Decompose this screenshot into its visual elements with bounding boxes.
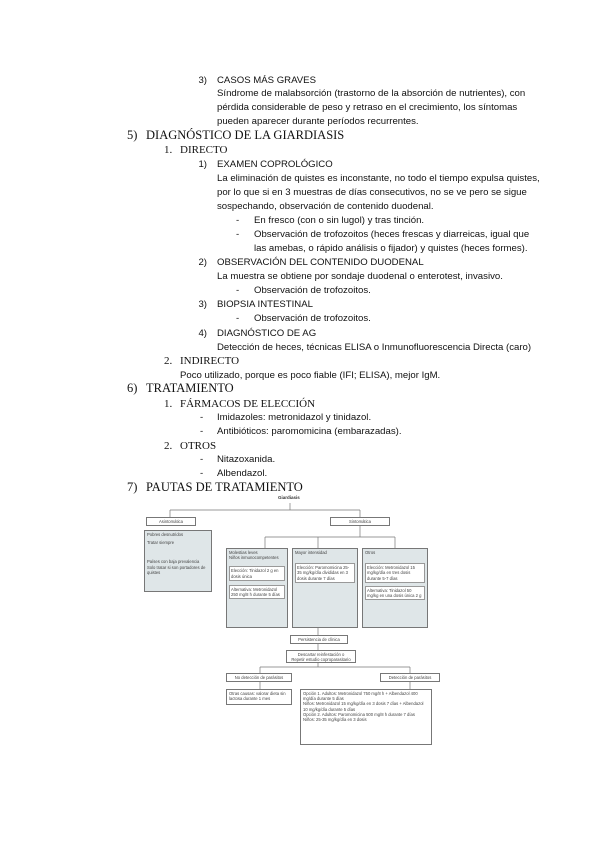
ag-line: Detección de heces, técnicas ELISA o Inmunofluorescencia Directa (caro): [217, 342, 532, 353]
duodenal-line: La muestra se obtiene por sondaje duodenal o enterotest, invasivo.: [217, 271, 503, 282]
flow-root: Giardiasis: [278, 495, 300, 500]
examen-bullet: En fresco (con o sin lugol) y tras tinción.: [254, 215, 425, 226]
flow-col3-b: Alternativa: Tinidazol 50 mg/kg en una dosis única 2 g: [365, 586, 425, 600]
flow-det-result: Opción 1. Adultos: Metronidazol 750 mg/8 h + Albendazol 400 mg/día durante 5 días Niños: Metronidazol 15 mg/kg/día en 3 dosis 7 días + Albendazol 10 mg/kg/día durante 5 días Opción 2. Adultos: Paromomicina 500 mg/8 h durante 7 días Niños: 25-35 mg/kg/día en 3 dosis: [300, 689, 432, 745]
farmacos-item: Imidazoles: metronidazol y tinidazol.: [217, 412, 372, 423]
otros-item: Nitazoxanida.: [217, 454, 276, 465]
examen-bullet-cont: las amebas, o rápido análisis o fijador) y quistes (heces formes).: [254, 243, 528, 254]
flow-control-box: Persistencia de clínica: [290, 635, 348, 644]
flow-repeat-box: Descartar reinfestación o Repetir estudio coproparasitario: [286, 650, 356, 663]
directo-heading: DIRECTO: [180, 144, 228, 156]
bullet-dash: -: [200, 454, 204, 465]
cases-line: Síndrome de malabsorción (trastorno de la absorción de nutrientes), con: [217, 88, 526, 99]
flow-sint-box: Sintomática: [330, 517, 390, 526]
bullet-dash: -: [200, 426, 204, 437]
flow-no-det-result: Otras causas: valorar dieta sin lactosa durante 1 mes: [226, 689, 292, 705]
flow-asint-panel: [144, 530, 212, 592]
bullet-dash: -: [236, 313, 240, 324]
cases-number: 3): [198, 75, 207, 86]
duodenal-number: 2): [198, 257, 207, 268]
examen-title: EXAMEN COPROLÓGICO: [217, 159, 333, 170]
bullet-dash: -: [236, 215, 240, 226]
flow-col3-a: Elección: Metronidazol 15 mg/kg/día en tres dosis durante 5-7 días: [365, 563, 425, 583]
cases-title: CASOS MÁS GRAVES: [217, 75, 316, 86]
pautas-heading: PAUTAS DE TRATAMIENTO: [146, 480, 303, 494]
flow-col3: [362, 548, 428, 628]
flow-col1-a: Elección: Tinidazol 2 g en dosis única: [229, 566, 285, 580]
bullet-dash: -: [236, 229, 240, 240]
flow-det-box: Detección de parásitos: [380, 673, 440, 682]
duodenal-bullet: Observación de trofozoitos.: [254, 285, 371, 296]
flow-col1-b: Alternativa: Metronidazol 250 mg/8 h durante 5 días: [229, 585, 285, 599]
examen-line: sospechando, observación de contenido duodenal.: [217, 201, 434, 212]
indirecto-heading: INDIRECTO: [180, 355, 240, 367]
trat-number: 6): [127, 381, 138, 395]
indirecto-line: Poco utilizado, porque es poco fiable (IFI; ELISA), mejor IgM.: [180, 370, 441, 381]
trat-heading: TRATAMIENTO: [146, 381, 234, 395]
otros-heading: OTROS: [180, 440, 217, 452]
flow-asint-box: Asintomática: [146, 517, 196, 526]
farmacos-heading: FÁRMACOS DE ELECCIÓN: [180, 398, 316, 410]
ag-number: 4): [198, 328, 207, 339]
examen-line: por lo que si en 3 muestras de días consecutivos, no se ve pero se sigue: [217, 187, 527, 198]
flow-col2-title: Mayor intensidad: [295, 550, 327, 555]
flow-col3-title: Otros: [365, 550, 376, 555]
directo-number: 1.: [164, 144, 173, 156]
examen-line: La eliminación de quistes es inconstante, no todo el tiempo expulsa quistes,: [217, 173, 540, 184]
flow-asint-box1-title: Pobres desnutridos: [147, 532, 184, 537]
bullet-dash: -: [200, 412, 204, 423]
ag-title: DIAGNÓSTICO DE AG: [217, 328, 317, 339]
flow-col1: [226, 548, 288, 628]
flow-asint-box2-title: Países con baja prevalencia: [147, 559, 200, 565]
farmacos-item: Antibióticos: paromomicina (embarazadas).: [217, 426, 402, 437]
examen-bullet: Observación de trofozoitos (heces frescas y diarreicas, igual que: [254, 229, 530, 240]
treatment-flowchart: [140, 495, 440, 750]
diag-number: 5): [127, 128, 138, 142]
bullet-dash: -: [236, 285, 240, 296]
biopsia-title: BIOPSIA INTESTINAL: [217, 299, 313, 310]
flow-asint-box1-text: Tratar siempre: [147, 540, 175, 546]
otros-item: Albendazol.: [217, 468, 268, 479]
farmacos-number: 1.: [164, 398, 173, 410]
duodenal-title: OBSERVACIÓN DEL CONTENIDO DUODENAL: [217, 257, 424, 268]
flow-col2: [292, 548, 358, 628]
diag-heading: DIAGNÓSTICO DE LA GIARDIASIS: [146, 128, 345, 142]
biopsia-bullet: Observación de trofozoitos.: [254, 313, 371, 324]
flow-col1-title: Molestias leves Niños inmunocompetentes: [229, 550, 279, 561]
biopsia-number: 3): [198, 299, 207, 310]
flow-col2-a: Elección: Paromomicina 25-35 mg/kg/día divididas en 3 dosis durante 7 días: [295, 563, 355, 583]
flow-asint-box2-text: Solo tratar si son portadores de quistes: [147, 564, 206, 575]
examen-number: 1): [198, 159, 207, 170]
pautas-number: 7): [127, 480, 138, 494]
otros-number: 2.: [164, 440, 173, 452]
flow-no-det-box: No detección de parásitos: [226, 673, 292, 682]
indirecto-number: 2.: [164, 355, 173, 367]
cases-line: pérdida considerable de peso y retraso en el crecimiento, los síntomas: [217, 102, 518, 113]
cases-line: pueden aparecer durante períodos recurrentes.: [217, 116, 419, 127]
bullet-dash: -: [200, 468, 204, 479]
